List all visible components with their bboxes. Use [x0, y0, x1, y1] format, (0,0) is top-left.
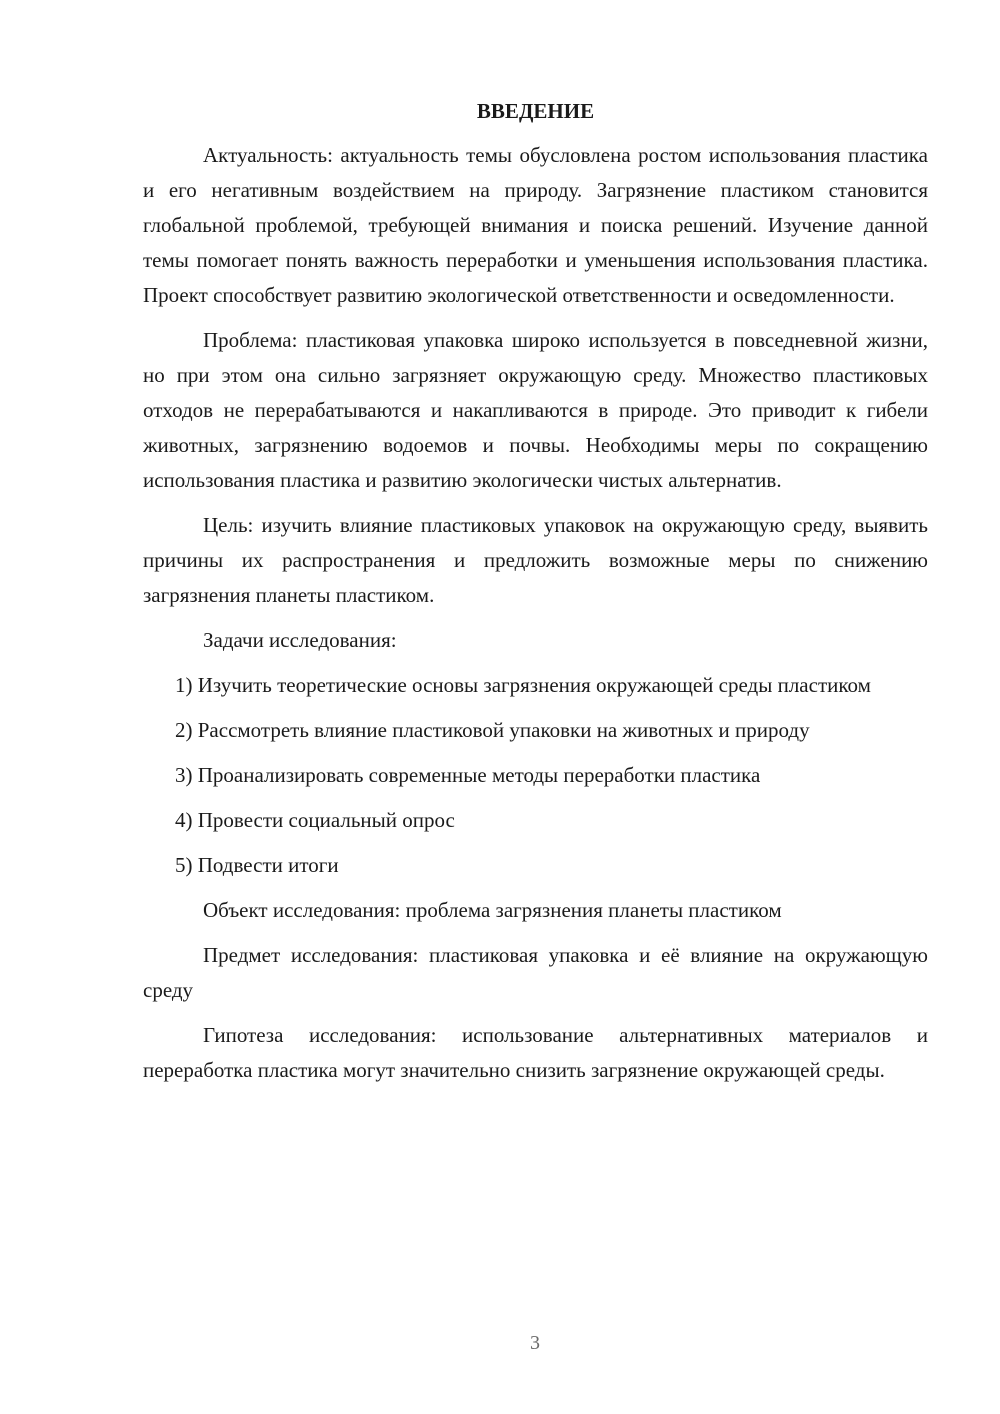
task-item: 4) Провести социальный опрос — [175, 808, 455, 832]
document-page — [143, 96, 928, 1098]
page-number: 3 — [530, 1332, 540, 1354]
section-title: ВВЕДЕНИЕ — [476, 99, 595, 123]
problem-paragraph: Проблема: пластиковая упаковка широко используется в повседневной жизни, но при этом она сильно загрязняет окружающую среду. Множество пластиковых отходов не перерабатываются и накапливаются в природе. Это приводит к гибели животных, загрязнению водоемов и почвы. Необходимы меры по сокращению использования пластика и развитию экологически чистых альтернатив. — [143, 328, 928, 492]
goal-paragraph: Цель: изучить влияние пластиковых упаковок на окружающую среду, выявить причины их распространения и предложить возможные меры по снижению загрязнения планеты пластиком. — [143, 513, 928, 607]
task-item: 2) Рассмотреть влияние пластиковой упаковки на животных и природу — [175, 718, 810, 742]
relevance-paragraph: Актуальность: актуальность темы обусловлена ростом использования пластика и его негативным воздействием на природу. Загрязнение пластиком становится глобальной проблемой, требующей внимания и поиска решений. Изучение данной темы помогает понять важность переработки и уменьшения использования пластика. Проект способствует развитию экологической ответственности и осведомленности. — [143, 143, 928, 307]
task-item: 3) Проанализировать современные методы переработки пластика — [175, 763, 761, 787]
research-hypothesis: Гипотеза исследования: использование альтернативных материалов и переработка пластика могут значительно снизить загрязнение окружающей среды. — [143, 1023, 928, 1082]
task-item: 1) Изучить теоретические основы загрязнения окружающей среды пластиком — [175, 673, 871, 697]
research-subject: Предмет исследования: пластиковая упаковка и её влияние на окружающую среду — [143, 943, 928, 1002]
task-item: 5) Подвести итоги — [175, 853, 339, 877]
tasks-heading: Задачи исследования: — [203, 628, 397, 652]
research-object: Объект исследования: проблема загрязнения планеты пластиком — [203, 898, 782, 922]
